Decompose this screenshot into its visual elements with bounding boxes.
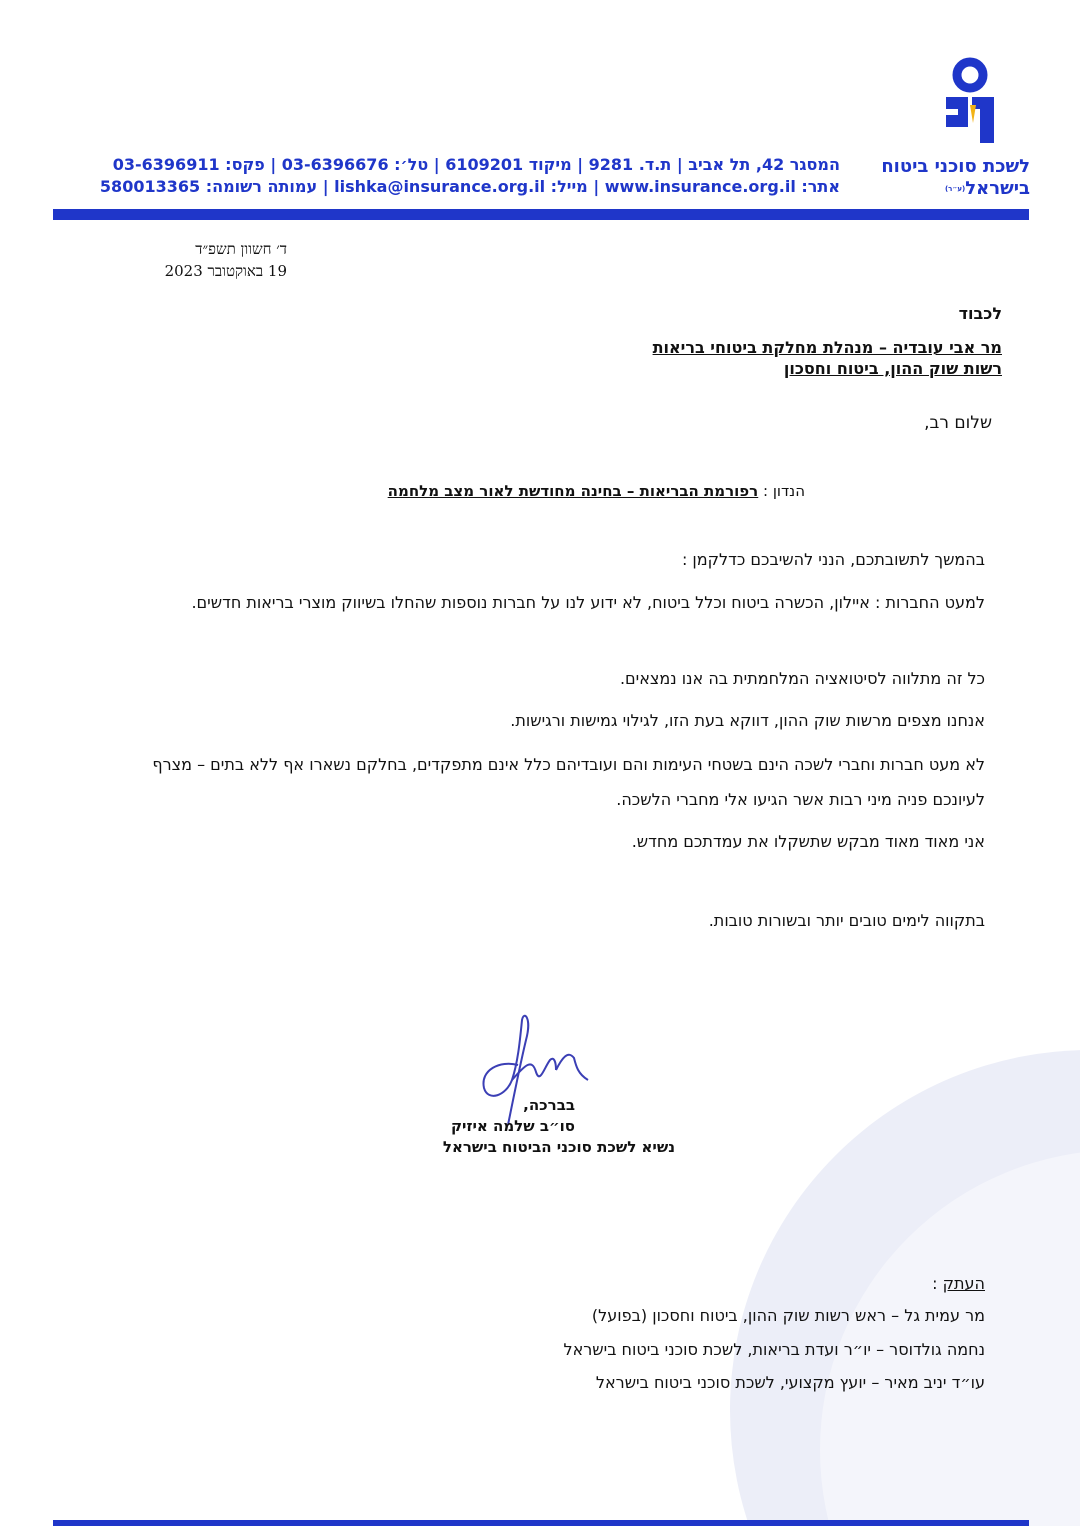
cc-label-text: העתק (942, 1274, 985, 1293)
to-label: לכבוד (958, 304, 1002, 323)
cc-recipient: מר עמית גל – ראש רשות שוק ההון, ביטוח וחסכון (בפועל) (591, 1306, 985, 1325)
signature-blessing: בברכה, (523, 1096, 575, 1114)
gregorian-date: 19 באוקטובר 2023 (164, 262, 287, 280)
body-paragraph: אנחנו מצפים מרשות שוק ההון, דווקא בעת הזו, לגילוי גמישות ורגישות. (510, 711, 985, 730)
org-name-line2: בישראל (965, 178, 1030, 199)
addressee-name: מר אבי עובדיה – מנהלת מחלקת ביטוחי בריאות (652, 338, 1002, 357)
contact-line-address: המסגר 42, תל אביב | ת.ד. 9281 | מיקוד 6109201 | טל׳: 03-6396676 | פקס: 03-6396911 (112, 155, 840, 174)
body-paragraph: אני מאוד מאוד מבקש שתשקלו את עמדתכם מחדש. (631, 832, 985, 851)
contact-line-web: אתר: www.insurance.org.il | מייל: lishka@insurance.org.il | עמותה רשומה: 580013365 (99, 177, 840, 196)
cc-recipient: עו״ד יניב מאיר – יועץ מקצועי, לשכת סוכני ביטוח בישראל (595, 1373, 985, 1392)
org-name-line1: לשכת סוכני ביטוח (881, 156, 1030, 177)
body-paragraph: כל זה מתלווה לסיטואציה המלחמתית בה אנו נמצאים. (619, 669, 985, 688)
greeting: שלום רב, (924, 413, 992, 433)
addressee-organization: רשות שוק ההון, ביטוח וחסכון (783, 359, 1002, 378)
subject-label: הנדון : (763, 482, 805, 500)
header-divider (53, 209, 1029, 220)
body-paragraph: בהמשך לתשובתכם, הנני להשיבכם כדלקמן : (681, 550, 985, 569)
hebrew-date: ד׳ חשוון תשפ״ד (195, 240, 287, 258)
cc-label-colon: : (932, 1274, 943, 1293)
cc-label (932, 1274, 985, 1293)
signatory-name: סו״ב שלמה איזיק (451, 1117, 575, 1135)
lishka-logo-icon (940, 55, 1000, 145)
org-suffix: (ע״ר) (944, 185, 966, 193)
footer-divider (53, 1520, 1029, 1526)
cc-recipient: נחמה גולדוסר – יו״ר ועדת בריאות, לשכת סוכני ביטוח בישראל (563, 1340, 985, 1359)
closing-line: בתקווה לימים טובים יותר ובשורות טובות. (708, 911, 985, 930)
signatory-title: נשיא לשכת סוכני הביטוח בישראל (442, 1138, 675, 1156)
subject-text: רפורמת הבריאות – בחינה מחודשת לאור מצב מלחמה (387, 482, 759, 500)
organization-name (830, 156, 1030, 200)
body-paragraph: למעט החברות : איילון, הכשרה ביטוח וכלל ביטוח, לא ידוע לנו על חברות נוספות שהחלו בשיווק מוצרי בריאות חדשים. (191, 593, 985, 612)
body-paragraph: לא מעט חברות וחברי לשכה הינם בשטחי העימות והם ועובדיהם כלל אינם מתפקדים, בחלקם נשארו אף ללא בתים – מצרף לעיונכם פניה מיני רבות אשר הגיעו אלי מחברי הלשכה. (152, 755, 985, 809)
subject-line (388, 482, 805, 500)
